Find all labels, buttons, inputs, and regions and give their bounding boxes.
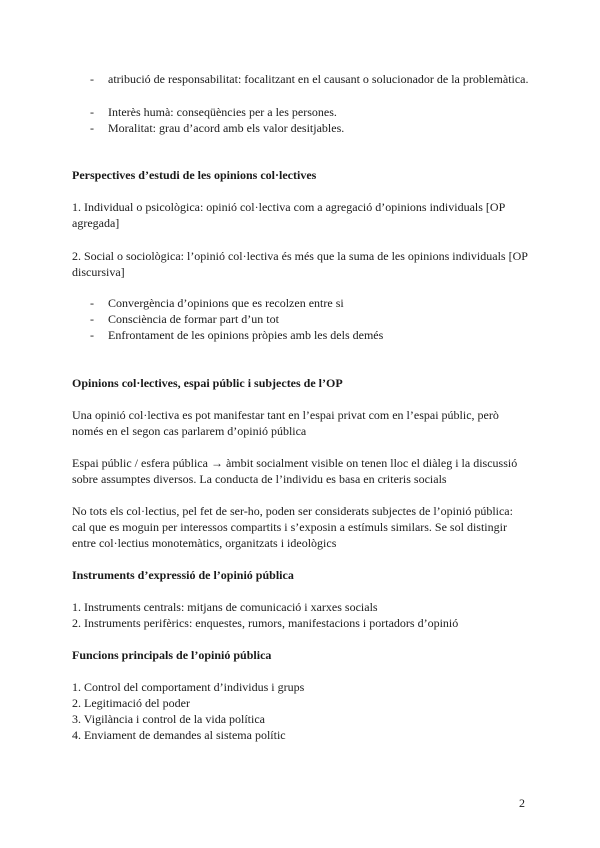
paragraph: Espai públic / esfera pública → àmbit socialment visible on tenen lloc el diàleg i la discussió sobre assumptes diversos. La conducta de l’individu es basa en criteris socials <box>72 456 518 486</box>
bullet-dash: - <box>90 105 94 119</box>
paragraph: 1. Individual o psicològica: opinió col·lectiva com a agregació d’opinions individuals [OP agregada] <box>72 200 505 230</box>
paragraph: 2. Social o sociològica: l’opinió col·lectiva és més que la suma de les opinions individuals [OP discursiva] <box>72 249 528 279</box>
list-item-text: Convergència d’opinions que es recolzen entre si <box>108 296 344 310</box>
section-heading: Funcions principals de l’opinió pública <box>72 648 272 662</box>
list-item <box>90 327 530 343</box>
list-item: 2. Legitimació del poder <box>72 696 190 710</box>
list-item <box>90 71 530 87</box>
paragraph: Una opinió col·lectiva es pot manifestar tant en l’espai privat com en l’espai públic, però només en el segon cas parlarem d’opinió pública <box>72 408 499 438</box>
list-item-text: Interès humà: conseqüències per a les persones. <box>108 105 337 119</box>
list-item-text: Moralitat: grau d’acord amb els valor desitjables. <box>108 121 345 135</box>
section-heading: Perspectives d’estudi de les opinions col·lectives <box>72 168 317 182</box>
bullet-dash: - <box>90 121 94 135</box>
paragraph: No tots els col·lectius, pel fet de ser-ho, poden ser considerats subjectes de l’opinió pública: cal que es moguin per interessos compartits i s’exposin a estímuls similars. Se sol distingir entre col·lectius monotemàtics, organitzats i ideològics <box>72 504 513 550</box>
bullet-dash: - <box>90 312 94 326</box>
list-item: 1. Instruments centrals: mitjans de comunicació i xarxes socials <box>72 600 378 614</box>
section-heading: Instruments d’expressió de l’opinió pública <box>72 568 294 582</box>
list-item <box>90 120 530 136</box>
list-item-text: atribució de responsabilitat: focalitzant en el causant o solucionador de la problemàtica. <box>108 72 529 86</box>
list-item: 3. Vigilància i control de la vida política <box>72 712 266 726</box>
list-item: 1. Control del comportament d’individus i grups <box>72 680 305 694</box>
list-item <box>90 104 530 120</box>
page-number: 2 <box>519 796 525 810</box>
list-item-text: Consciència de formar part d’un tot <box>108 312 279 326</box>
list-item-text: Enfrontament de les opinions pròpies amb les dels demés <box>108 328 384 342</box>
list-item <box>90 295 530 311</box>
list-item <box>90 311 530 327</box>
list-item: 4. Enviament de demandes al sistema polític <box>72 728 286 742</box>
list-item: 2. Instruments perifèrics: enquestes, rumors, manifestacions i portadors d’opinió <box>72 616 459 630</box>
bullet-dash: - <box>90 72 94 86</box>
bullet-dash: - <box>90 296 94 310</box>
section-heading: Opinions col·lectives, espai públic i subjectes de l’OP <box>72 376 343 390</box>
bullet-dash: - <box>90 328 94 342</box>
